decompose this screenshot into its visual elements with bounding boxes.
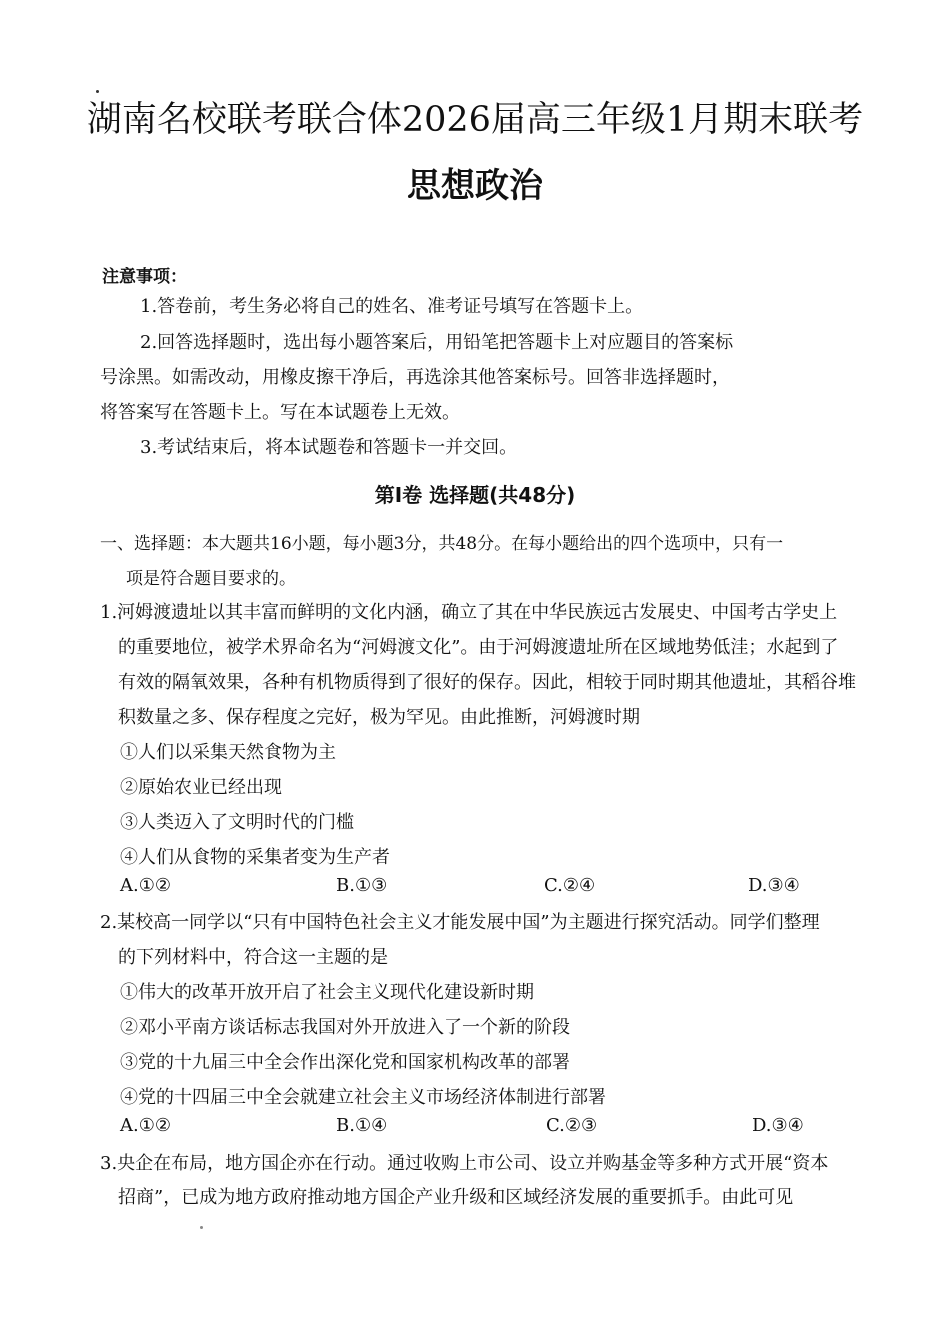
- option-b: B.①③: [336, 875, 388, 896]
- notice-item-2-line-2: 号涂黑。如需改动，用橡皮擦干净后，再选涂其他答案标号。回答非选择题时，: [100, 367, 730, 388]
- statement: ③党的十九届三中全会作出深化党和国家机构改革的部署: [120, 1052, 570, 1073]
- notice-item-2-line-1: 2.回答选择题时，选出每小题答案后，用铅笔把答题卡上对应题目的答案标: [140, 332, 734, 353]
- question-text-line: 有效的隔氧效果，各种有机物质得到了很好的保存。因此，相较于同时期其他遗址，其稻谷堆: [118, 672, 856, 693]
- option-c: C.②④: [544, 875, 596, 896]
- section-instruction-line-2: 项是符合题目要求的。: [126, 569, 296, 589]
- question-text-line: 积数量之多、保存程度之完好，极为罕见。由此推断，河姆渡时期: [118, 707, 640, 728]
- option-d: D.③④: [752, 1115, 804, 1136]
- option-c: C.②③: [546, 1115, 598, 1136]
- statement: ②原始农业已经出现: [120, 777, 282, 798]
- statement: ④党的十四届三中全会就建立社会主义市场经济体制进行部署: [120, 1087, 606, 1108]
- section-instruction-line-1: 一、选择题：本大题共16小题，每小题3分，共48分。在每小题给出的四个选项中，只有一: [100, 534, 784, 554]
- notice-item-2-line-3: 将答案写在答题卡上。写在本试题卷上无效。: [100, 402, 460, 423]
- option-d: D.③④: [748, 875, 800, 896]
- statement: ③人类迈入了文明时代的门槛: [120, 812, 354, 833]
- statement: ①伟大的改革开放开启了社会主义现代化建设新时期: [120, 982, 534, 1003]
- statement: ②邓小平南方谈话标志我国对外开放进入了一个新的阶段: [120, 1017, 570, 1038]
- question-text-line: 的下列材料中，符合这一主题的是: [118, 947, 388, 968]
- question-text-line: 的重要地位，被学术界命名为“河姆渡文化”。由于河姆渡遗址所在区域地势低洼；水起到了: [118, 637, 839, 658]
- exam-title: 湖南名校联考联合体2026届高三年级1月期末联考: [86, 100, 864, 140]
- notice-heading: 注意事项：: [102, 267, 187, 287]
- question-text-line: 2.某校高一同学以“只有中国特色社会主义才能发展中国”为主题进行探究活动。同学们整理: [100, 912, 820, 933]
- question-text-line: 1.河姆渡遗址以其丰富而鲜明的文化内涵，确立了其在中华民族远古发展史、中国考古学史上: [100, 602, 838, 623]
- question-text-line: 招商”，已成为地方政府推动地方国企产业升级和区域经济发展的重要抓手。由此可见: [118, 1187, 794, 1208]
- notice-item-3: 3.考试结束后，将本试题卷和答题卡一并交回。: [140, 437, 518, 458]
- scan-dot: [200, 1226, 203, 1229]
- section-title: 第Ⅰ卷 选择题(共48分): [374, 483, 576, 507]
- statement: ①人们以采集天然食物为主: [120, 742, 336, 763]
- statement: ④人们从食物的采集者变为生产者: [120, 847, 390, 868]
- option-a: A.①②: [120, 875, 171, 896]
- option-a: A.①②: [120, 1115, 171, 1136]
- question-text-line: 3.央企在布局，地方国企亦在行动。通过收购上市公司、设立并购基金等多种方式开展“资本: [100, 1153, 829, 1174]
- option-b: B.①④: [336, 1115, 388, 1136]
- subject-title: 思想政治: [407, 166, 543, 206]
- notice-item-1: 1.答卷前，考生务必将自己的姓名、准考证号填写在答题卡上。: [140, 296, 644, 317]
